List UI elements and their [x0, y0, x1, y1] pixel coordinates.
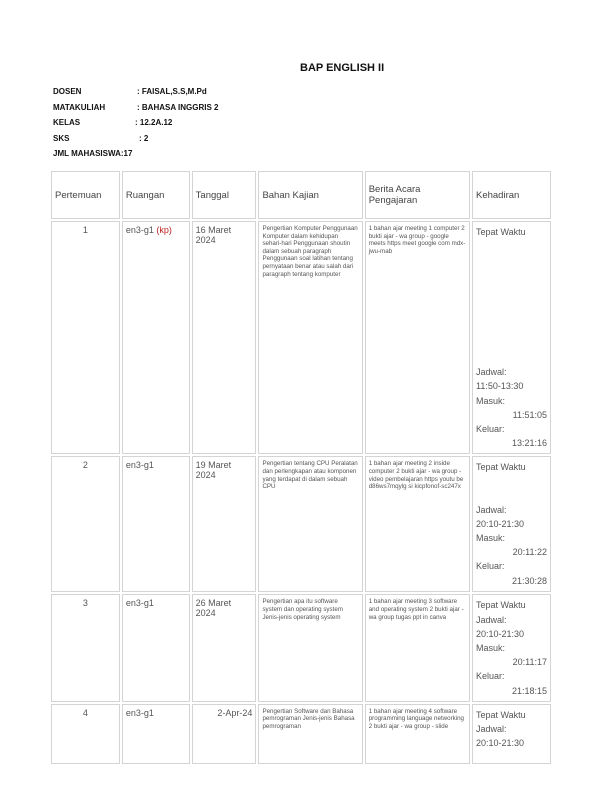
schedule-time: 11:50-13:30	[475, 381, 524, 392]
schedule-label: Jadwal:	[475, 614, 507, 625]
info-label: JML MAHASISWA	[53, 149, 121, 158]
cell-bahan-kajian: Pengertian apa itu software system dan operating system Jenis-jenis operating system	[258, 594, 362, 701]
info-label: MATAKULIAH	[53, 102, 106, 112]
cell-tanggal: 16 Maret 2024	[192, 221, 257, 454]
checkin-time: 20:11:17	[512, 657, 547, 668]
checkin-time: 11:51:05	[512, 409, 547, 420]
info-row-kelas	[53, 115, 173, 131]
info-value: :17	[120, 149, 133, 158]
schedule-label: Jadwal:	[475, 367, 507, 378]
header-kehadiran: Kehadiran	[472, 171, 551, 219]
cell-bahan-kajian: Pengertian Komputer Penggunaan Komputer dalam kehidupan sehari-hari Penggunaan shoutin dalam sebuah paragraph Penggunaan soal latihan tentang pernyataan benar atau salah dari paragraph tentang komputer	[258, 221, 362, 454]
cell-ruangan	[122, 456, 190, 592]
info-row-jml-mahasiswa	[53, 146, 132, 162]
schedule-label: Jadwal:	[475, 504, 507, 515]
table-header-row	[51, 171, 551, 219]
checkout-time: 13:21:16	[511, 438, 547, 449]
attendance-status: Tepat Waktu	[475, 227, 526, 237]
info-row-dosen	[53, 84, 207, 100]
table-row	[51, 704, 551, 764]
room-code: en3-g1	[125, 225, 154, 235]
info-row-sks	[53, 131, 149, 147]
cell-ruangan	[122, 221, 190, 454]
cell-kehadiran	[472, 221, 551, 454]
attendance-status: Tepat Waktu	[475, 709, 526, 720]
info-value: : 2	[139, 133, 149, 143]
schedule-time: 20:10-21:30	[475, 518, 525, 529]
cell-bahan-kajian: Pengertian tentang CPU Peralatan dan perlengkapan atau komponen yang terdapat di dalam sebuah CPU	[258, 456, 362, 592]
room-tag: (kp)	[156, 225, 172, 235]
document-title: BAP ENGLISH II	[300, 62, 385, 74]
cell-kehadiran	[472, 704, 551, 764]
cell-berita-acara: 1 bahan ajar meeting 4 software programming language networking 2 bukti ajar - wa group - slide	[365, 704, 470, 764]
course-info	[53, 84, 219, 162]
checkout-label: Keluar:	[475, 424, 505, 435]
cell-bahan-kajian: Pengertian Software dan Bahasa pemrograman Jenis-jenis Bahasa pemrograman	[258, 704, 362, 764]
bap-table	[49, 169, 553, 766]
table-row	[51, 456, 551, 592]
checkin-time: 20:11:22	[512, 547, 547, 558]
cell-tanggal: 26 Maret 2024	[192, 594, 257, 701]
cell-ruangan	[122, 594, 190, 701]
checkin-label: Masuk:	[475, 395, 505, 406]
checkin-label: Masuk:	[475, 533, 505, 544]
info-label: KELAS	[53, 118, 81, 127]
checkout-time: 21:30:28	[511, 575, 547, 586]
room-code: en3-g1	[125, 460, 154, 471]
header-berita-acara: Berita Acara Pengajaran	[365, 171, 470, 219]
attendance-status: Tepat Waktu	[475, 462, 526, 473]
checkout-time: 21:18:15	[511, 685, 547, 696]
info-label: DOSEN	[53, 87, 82, 96]
header-tanggal: Tanggal	[192, 171, 257, 219]
room-code: en3-g1	[125, 598, 154, 609]
cell-pertemuan: 2	[51, 456, 120, 592]
checkout-label: Keluar:	[475, 561, 505, 572]
cell-tanggal: 19 Maret 2024	[192, 456, 257, 592]
checkin-label: Masuk:	[475, 643, 505, 654]
table-row	[51, 221, 551, 454]
info-row-matakuliah	[53, 100, 219, 116]
attendance-status: Tepat Waktu	[475, 600, 526, 611]
schedule-label: Jadwal:	[475, 724, 507, 735]
header-bahan-kajian: Bahan Kajian	[258, 171, 362, 219]
info-label: SKS	[53, 133, 70, 143]
header-ruangan: Ruangan	[122, 171, 190, 219]
info-value: : 12.2A.12	[135, 118, 173, 127]
cell-ruangan	[122, 704, 190, 764]
cell-tanggal: 2-Apr-24	[192, 704, 257, 764]
info-value: : BAHASA INGGRIS 2	[137, 102, 219, 112]
cell-berita-acara: 1 bahan ajar meeting 3 software and operating system 2 bukti ajar - wa group tugas ppt in canva	[365, 594, 470, 701]
schedule-time: 20:10-21:30	[475, 738, 525, 749]
room-code: en3-g1	[125, 707, 154, 718]
header-pertemuan: Pertemuan	[51, 171, 120, 219]
cell-pertemuan: 3	[51, 594, 120, 701]
checkout-label: Keluar:	[475, 671, 505, 682]
cell-pertemuan: 1	[51, 221, 120, 454]
schedule-time: 20:10-21:30	[475, 628, 525, 639]
cell-pertemuan: 4	[51, 704, 120, 764]
cell-kehadiran	[472, 594, 551, 701]
info-value: : FAISAL,S.S,M.Pd	[137, 87, 207, 96]
cell-berita-acara: 1 bahan ajar meeting 1 computer 2 bukti ajar - wa group - google meets https meet google com mdx-jwu-mab	[365, 221, 470, 454]
cell-kehadiran	[472, 456, 551, 592]
cell-berita-acara: 1 bahan ajar meeting 2 inside computer 2 bukti ajar - wa group - video pembelajaran https youtu be d86ws7mqylg si kicpfonof-sc247x	[365, 456, 470, 592]
table-row	[51, 594, 551, 701]
